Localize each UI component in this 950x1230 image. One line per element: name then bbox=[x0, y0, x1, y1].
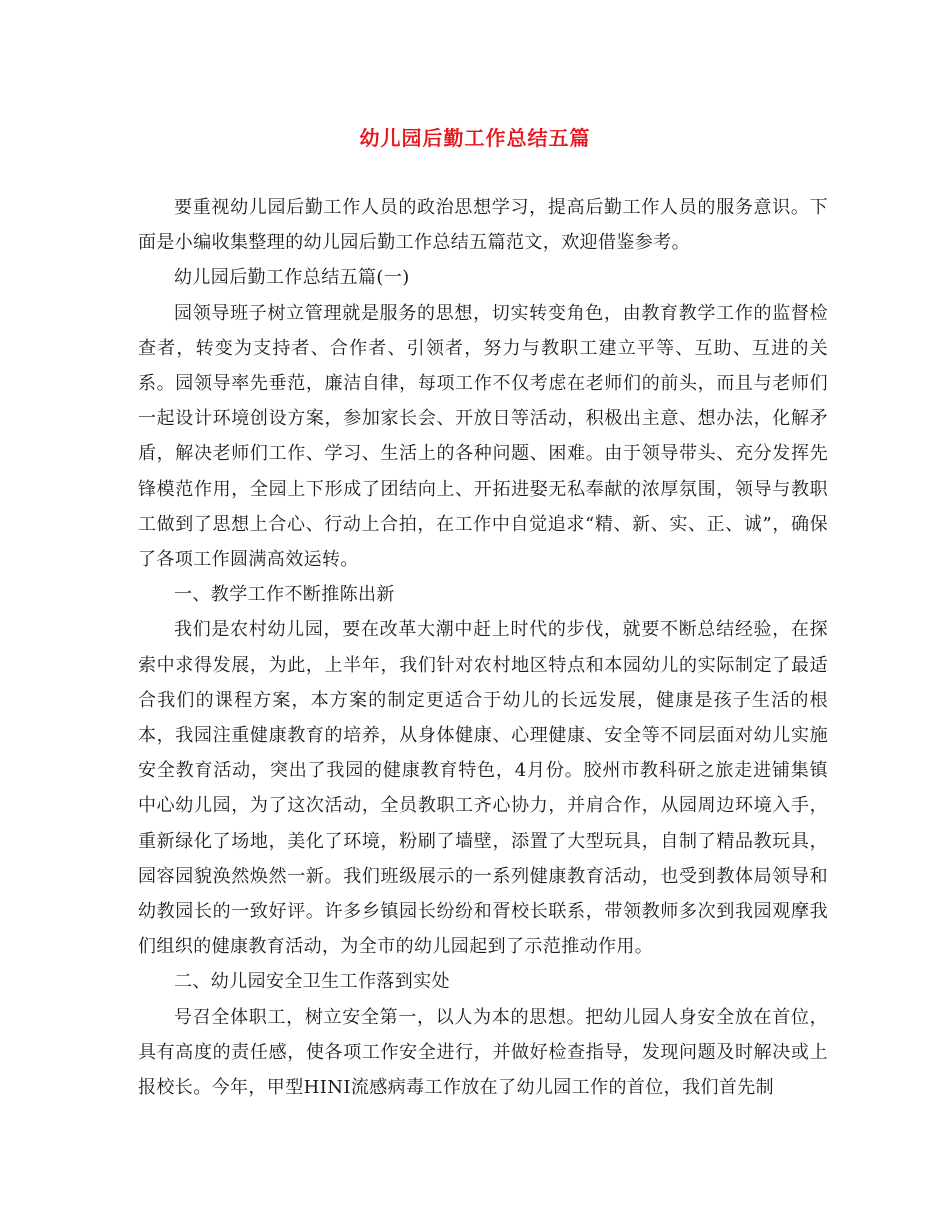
section-heading: 一、教学工作不断推陈出新 bbox=[174, 584, 395, 606]
section-heading: 幼儿园后勤工作总结五篇(一) bbox=[174, 267, 410, 289]
body-paragraph: 号召全体职工，树立安全第一，以人为本的思想。把幼儿园人身安全放在首位，具有高度的责任感，使各项工作安全进行，并做好检查指导，发现问题及时解决或上报校长。今年，甲型HINI流感病毒工作放在了幼儿园工作的首位，我们首先制 bbox=[138, 1006, 828, 1099]
body-paragraph: 园领导班子树立管理就是服务的思想，切实转变角色，由教育教学工作的监督检查者，转变为支持者、合作者、引领者，努力与教职工建立平等、互助、互进的关系。园领导率先垂范，廉洁自律，每项工作不仅考虑在老师们的前头，而且与老师们一起设计环境创设方案，参加家长会、开放日等活动，积极出主意、想办法，化解矛盾，解决老师们工作、学习、生活上的各种问题、困难。由于领导带头、充分发挥先锋模范作用，全园上下形成了团结向上、开拓进娶无私奉献的浓厚氛围，领导与教职工做到了思想上合心、行动上合拍，在工作中自觉追求“精、新、实、正、诚”，确保了各项工作圆满高效运转。 bbox=[138, 302, 828, 571]
intro-paragraph: 要重视幼儿园后勤工作人员的政治思想学习，提高后勤工作人员的服务意识。下面是小编收集整理的幼儿园后勤工作总结五篇范文，欢迎借鉴参考。 bbox=[138, 197, 828, 254]
body-paragraph: 我们是农村幼儿园，要在改革大潮中赶上时代的步伐，就要不断总结经验，在探索中求得发展，为此，上半年，我们针对农村地区特点和本园幼儿的实际制定了最适合我们的课程方案，本方案的制定更适合于幼儿的长远发展，健康是孩子生活的根本，我园注重健康教育的培养，从身体健康、心理健康、安全等不同层面对幼儿实施安全教育活动，突出了我园的健康教育特色，4月份。胶州市教科研之旅走进铺集镇中心幼儿园，为了这次活动，全员教职工齐心协力，并肩合作，从园周边环境入手，重新绿化了场地，美化了环境，粉刷了墙壁，添置了大型玩具，自制了精品教玩具，园容园貌涣然焕然一新。我们班级展示的一系列健康教育活动，也受到教体局领导和幼教园长的一致好评。许多乡镇园长纷纷和胥校长联系，带领教师多次到我园观摩我们组织的健康教育活动，为全市的幼儿园起到了示范推动作用。 bbox=[138, 619, 828, 958]
document-title: 幼儿园后勤工作总结五篇 bbox=[359, 126, 591, 150]
document-body bbox=[138, 190, 828, 1105]
section-heading: 二、幼儿园安全卫生工作落到实处 bbox=[174, 971, 450, 993]
